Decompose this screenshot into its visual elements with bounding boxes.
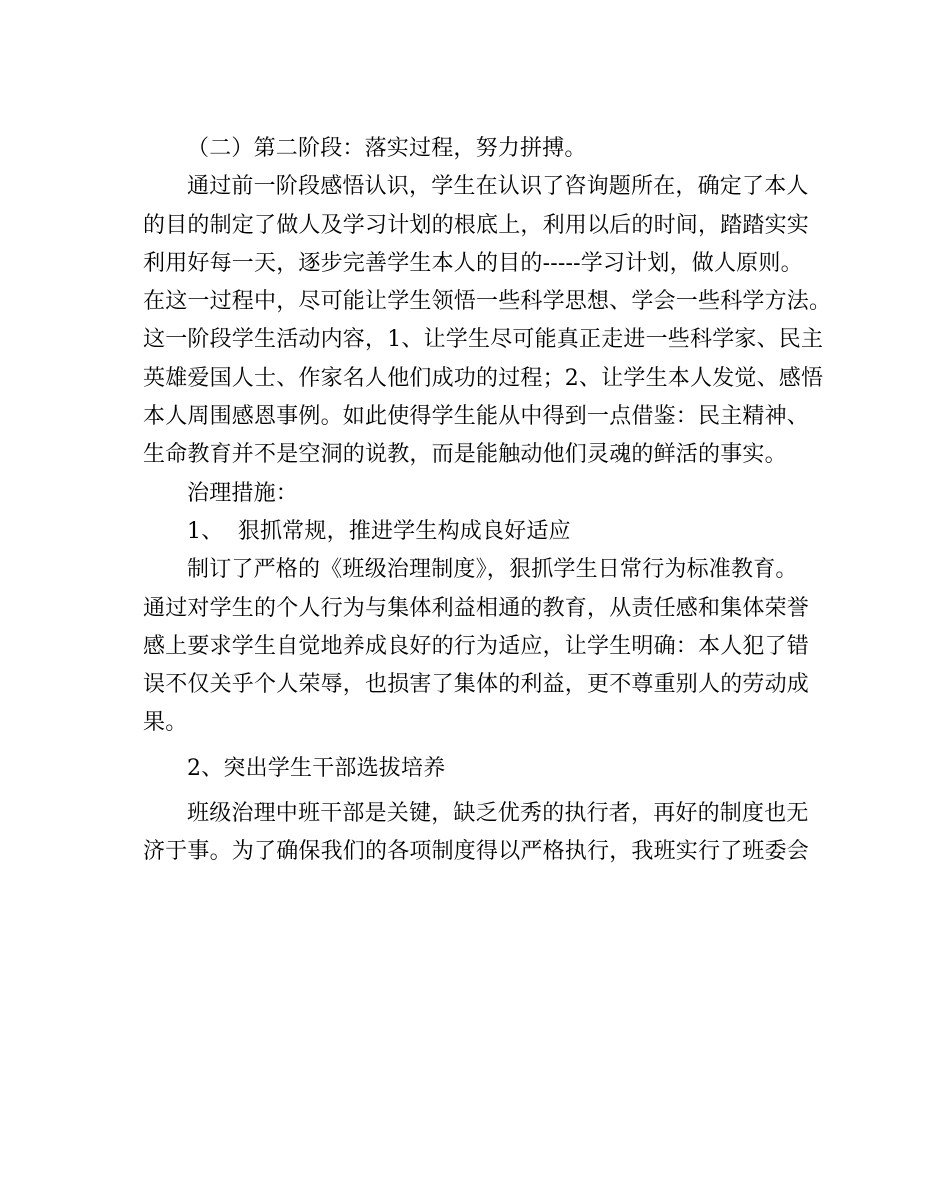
measure-two-heading: 2、突出学生干部选拔培养 <box>187 755 446 781</box>
paragraph-class-cadres <box>143 795 811 872</box>
paragraph-class-rules <box>143 551 811 742</box>
paragraph-line: 在这一过程中，尽可能让学生领悟一些科学思想、学会一些科学方法。 <box>143 289 832 315</box>
paragraph-stage-two <box>143 168 832 474</box>
stage-heading: （二）第二阶段：落实过程，努力拼搏。 <box>187 136 587 161</box>
paragraph-line: 果。 <box>143 710 188 736</box>
paragraph-line: 利用好每一天，逐步完善学生本人的目的-----学习计划，做人原则。 <box>143 250 803 276</box>
paragraph-line: 的目的制定了做人及学习计划的根底上，利用以后的时间，踏踏实实 <box>143 212 810 238</box>
paragraph-gap <box>143 788 811 795</box>
paragraph-line: 班级治理中班干部是关键，缺乏优秀的执行者，再好的制度也无 <box>187 801 809 827</box>
paragraph-line: 本人周围感恩事例。如此使得学生能从中得到一点借鉴：民主精神、 <box>143 404 810 430</box>
paragraph-line: 通过对学生的个人行为与集体利益相通的教育，从责任感和集体荣誉 <box>143 595 810 621</box>
paragraph-line: 误不仅关乎个人荣辱，也损害了集体的利益，更不尊重别人的劳动成 <box>143 672 810 698</box>
document-body <box>143 130 832 872</box>
measures-heading: 治理措施： <box>187 480 299 506</box>
paragraph-line: 这一阶段学生活动内容，1、让学生尽可能真正走进一些科学家、民主 <box>143 327 824 353</box>
measure-one-heading: 1、 狠抓常规，推进学生构成良好适应 <box>187 518 571 544</box>
paragraph-line: 感上要求学生自觉地养成良好的行为适应，让学生明确：本人犯了错 <box>143 633 810 659</box>
paragraph-line: 济于事。为了确保我们的各项制度得以严格执行，我班实行了班委会 <box>143 839 810 865</box>
paragraph-line: 生命教育并不是空洞的说教，而是能触动他们灵魂的鲜活的事实。 <box>143 442 787 468</box>
paragraph-line: 英雄爱国人士、作家名人他们成功的过程；2、让学生本人发觉、感悟 <box>143 365 824 391</box>
paragraph-line: 通过前一阶段感悟认识，学生在认识了咨询题所在，确定了本人 <box>187 174 809 200</box>
paragraph-gap <box>143 743 811 750</box>
paragraph-line: 制订了严格的《班级治理制度》，狠抓学生日常行为标准教育。 <box>187 557 798 583</box>
